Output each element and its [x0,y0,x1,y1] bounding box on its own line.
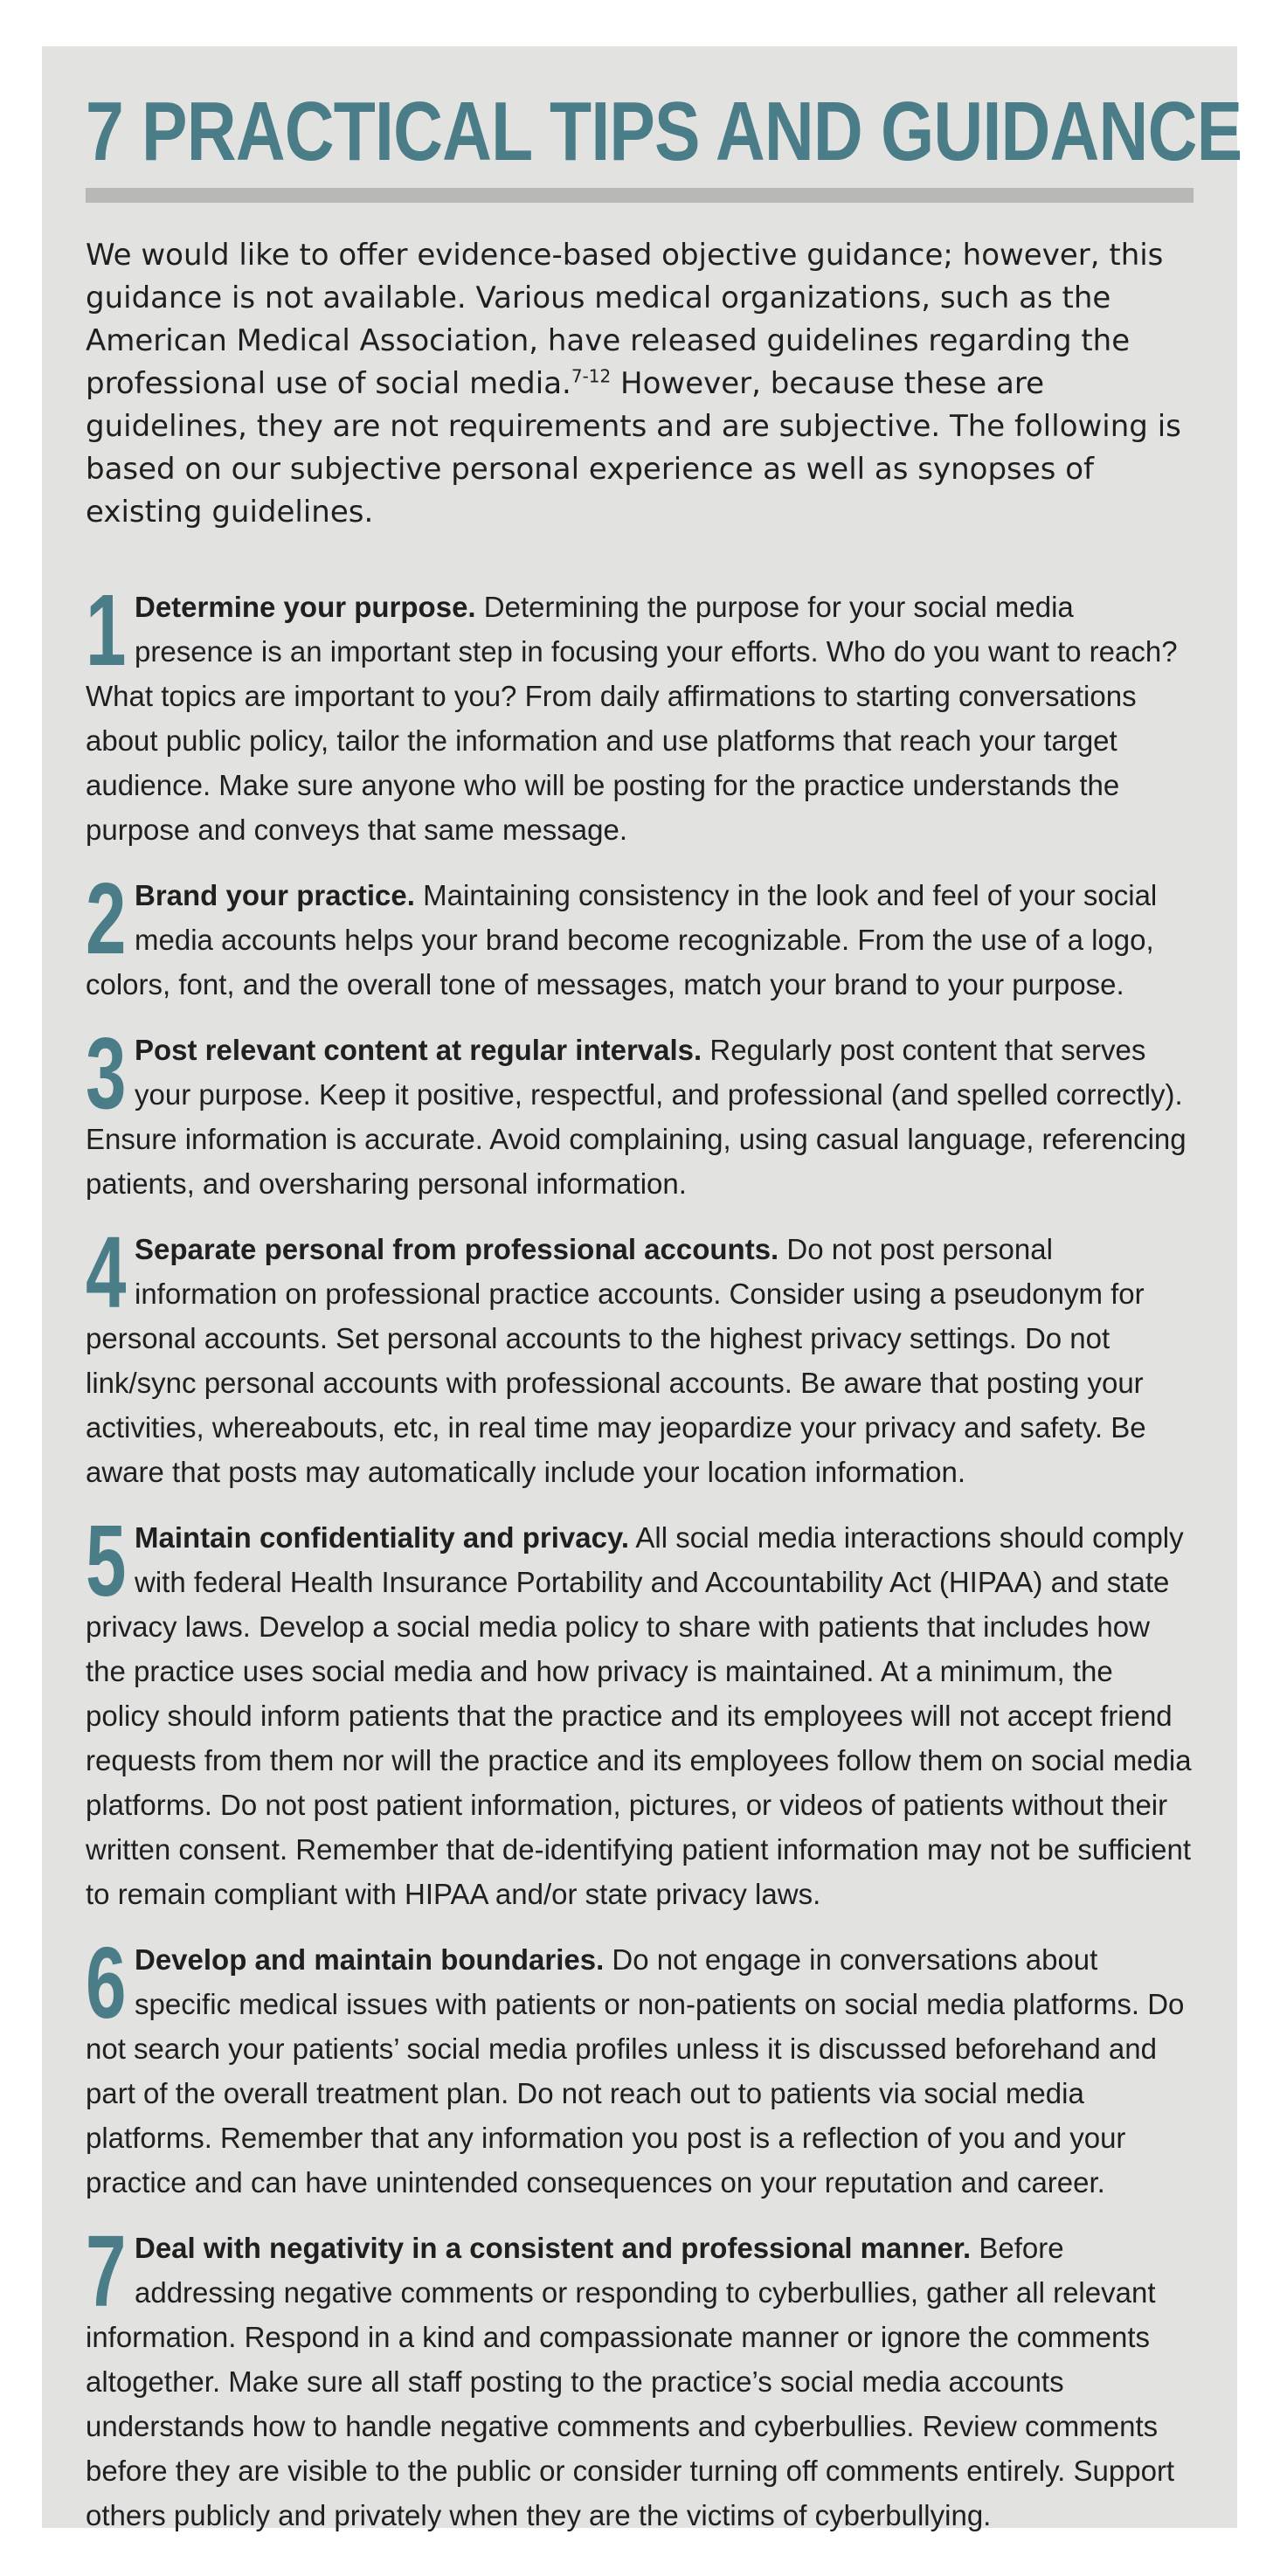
tip-description: Maintaining consistency in the look and feel of your social media accounts helps your brand become recognizable. From the use of a logo, colors, font, and the overall tone of messages, match your brand to your purpose. [86,879,1158,1001]
tip-text [86,1215,1194,1494]
tip-description: Do not engage in conversations about specific medical issues with patients or non-patients on social media platforms. Do not search your patients’ social media profiles unless it is discussed beforehand and part of the overall treatment plan. Do not reach out to patients via social media platforms. Remember that any information you post is a reflection of you and your practice and can have unintended consequences on your reputation and career. [86,1943,1185,2199]
page-title: 7 PRACTICAL TIPS AND GUIDANCE [86,85,1242,178]
tip-text [86,573,1194,852]
tip-description: Do not post personal information on professional practice accounts. Consider using a pseudonym for personal accounts. Set personal accounts to the highest privacy settings. Do not link/sync personal accounts with professional accounts. Be aware that posting your activities, whereabouts, etc, in real time may jeopardize your privacy and safety. Be aware that posts may automatically include your location information. [86,1233,1146,1488]
tips-list [86,573,1194,2538]
tip-heading: Develop and maintain boundaries. [135,1943,605,1976]
tip-number: 3 [86,1016,127,1130]
tip-description: Regularly post content that serves your purpose. Keep it positive, respectful, and professional (and spelled correctly). Ensure information is accurate. Avoid complaining, using casual language, referencing patients, and oversharing personal information. [86,1034,1187,1200]
tip-7 [86,2214,1194,2538]
tip-1 [86,573,1194,852]
tip-number: 2 [86,862,127,975]
tip-text [86,1504,1194,1916]
tip-heading: Separate personal from professional accounts. [135,1233,779,1265]
tip-4 [86,1215,1194,1494]
tip-text [86,2214,1194,2538]
tip-6 [86,1926,1194,2205]
tip-heading: Brand your practice. [135,879,415,911]
tip-heading: Maintain confidentiality and privacy. [135,1521,629,1554]
tip-heading: Determine your purpose. [135,591,476,623]
title-divider [86,188,1194,203]
tip-text [86,1926,1194,2205]
tip-number: 7 [86,2214,127,2328]
tip-text [86,862,1194,1007]
tip-5 [86,1504,1194,1916]
tip-heading: Post relevant content at regular intervals. [135,1034,702,1066]
tip-description: All social media interactions should comply with federal Health Insurance Portability and Accountability Act (HIPAA) and state privacy laws. Develop a social media policy to share with patients that includes how the practice uses social media and how privacy is maintained. At a minimum, the policy should inform patients that the practice and its employees will not accept friend requests from them nor will the practice and its employees follow them on social media platforms. Do not post patient information, pictures, or videos of patients without their written consent. Remember that de-identifying patient information may not be sufficient to remain compliant with HIPAA and/or state privacy laws. [86,1521,1192,1910]
tip-description: Determining the purpose for your social media presence is an important step in focusing your efforts. Who do you want to reach? What topics are important to you? From daily affirmations to starting conversations about public policy, tailor the information and use platforms that reach your target audience. Make sure anyone who will be posting for the practice understands the purpose and conveys that same message. [86,591,1178,846]
tip-text [86,1016,1194,1206]
intro-text-continued: However, because these are guidelines, they are not requirements and are subjective. The following is based on our subjective personal experience as well as synopses of existing guidelines. [86,366,1181,530]
tip-number: 1 [86,573,127,687]
intro-paragraph [86,234,1194,534]
tip-heading: Deal with negativity in a consistent and professional manner. [135,2232,972,2264]
tip-description: Before addressing negative comments or responding to cyberbullies, gather all relevant information. Respond in a kind and compassionate manner or ignore the comments altogether. Make sure all staff posting to the practice’s social media accounts understands how to handle negative comments and cyberbullies. Review comments before they are visible to the public or consider turning off comments entirely. Support others publicly and privately when they are the victims of cyberbullying. [86,2232,1175,2531]
tip-number: 5 [86,1504,127,1617]
tip-2 [86,862,1194,1007]
intro-text: We would like to offer evidence-based objective guidance; however, this guidance is not available. Various medical organizations, such as the American Medical Association, have released guidelines regarding the professional use of social media. [86,238,1164,401]
tip-number: 6 [86,1926,127,2039]
tip-number: 4 [86,1215,127,1329]
tips-panel [42,46,1242,2531]
tip-3 [86,1016,1194,1206]
citation-superscript: 7-12 [571,365,612,387]
